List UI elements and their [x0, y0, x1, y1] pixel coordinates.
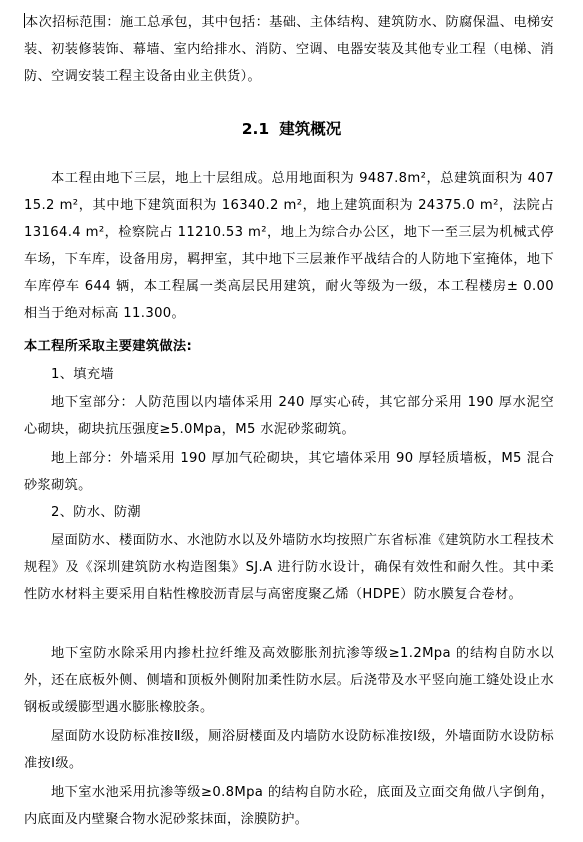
- item-waterproof-title: 2、防水、防潮: [51, 505, 141, 520]
- section-title: 建筑概况: [279, 120, 342, 138]
- scope-paragraph: [24, 9, 554, 90]
- waterproof-standard-paragraph: 屋面防水、楼面防水、水池防水以及外墙防水均按照广东省标准《建筑防水工程技术规程》及《深圳建筑防水构造图集》SJ.A 进行防水设计，确保有效性和耐久性。其中柔性防水材料主要采用自粘性橡胶沥青层与高密度聚乙烯（HDPE）防水膜复合卷材。: [24, 533, 554, 602]
- scope-text: 本次招标范围：施工总承包，其中包括：基础、主体结构、建筑防水、防腐保温、电梯安装、初装修装饰、幕墙、室内给排水、消防、空调、电器安装及其他专业工程（电梯、消防、空调安装工程主设备由业主供货）。: [24, 15, 554, 84]
- practices-title: 本工程所采取主要建筑做法:: [24, 339, 193, 354]
- basement-waterproof-paragraph: 地下室防水除采用内掺杜拉纤维及高效膨胀剂抗渗等级≥1.2Mpa 的结构自防水以外，还在底板外侧、侧墙和顶板外侧附加柔性防水层。后浇带及水平竖向施工缝处设止水钢板或缓膨型遇水膨胀橡胶条。: [24, 646, 554, 715]
- pool-waterproof-paragraph: 地下室水池采用抗渗等级≥0.8Mpa 的结构自防水砼，底面及立面交角做八字倒角，内底面及内壁聚合物水泥砂浆抹面，涂膜防护。: [24, 785, 554, 827]
- item-fill-wall-title: 1、填充墙: [51, 367, 114, 382]
- waterproof-grade-paragraph: 屋面防水设防标准按Ⅱ级，厕浴厨楼面及内墙防水设防标准按Ⅰ级，外墙面防水设防标准按Ⅰ级。: [24, 729, 554, 771]
- above-ground-wall-paragraph: 地上部分：外墙采用 190 厚加气砼砌块，其它墙体采用 90 厚轻质墙板，M5 混合砂浆砌筑。: [24, 451, 554, 493]
- section-heading: [0, 117, 583, 141]
- basement-wall-paragraph: 地下室部分：人防范围以内墙体采用 240 厚实心砖，其它部分采用 190 厚水泥空心砌块，砌块抗压强度≥5.0Mpa，M5 水泥砂浆砌筑。: [24, 395, 554, 437]
- section-number: 2.1: [241, 120, 270, 138]
- overview-paragraph: 本工程由地下三层，地上十层组成。总用地面积为 9487.8m²，总建筑面积为 40715.2 m²，其中地下建筑面积为 16340.2 m²，地上建筑面积为 24375.0 m²，法院占 13164.4 m²，检察院占 11210.53 m²，地上为综合办公区，地下一至三层为机械式停车场，下车库，设备用房，羁押室，其中地下三层兼作平战结合的人防地下室掩体，地下车库停车 644 辆，本工程属一类高层民用建筑，耐火等级为一级，本工程楼房± 0.00 相当于绝对标高 11.300。: [24, 171, 554, 321]
